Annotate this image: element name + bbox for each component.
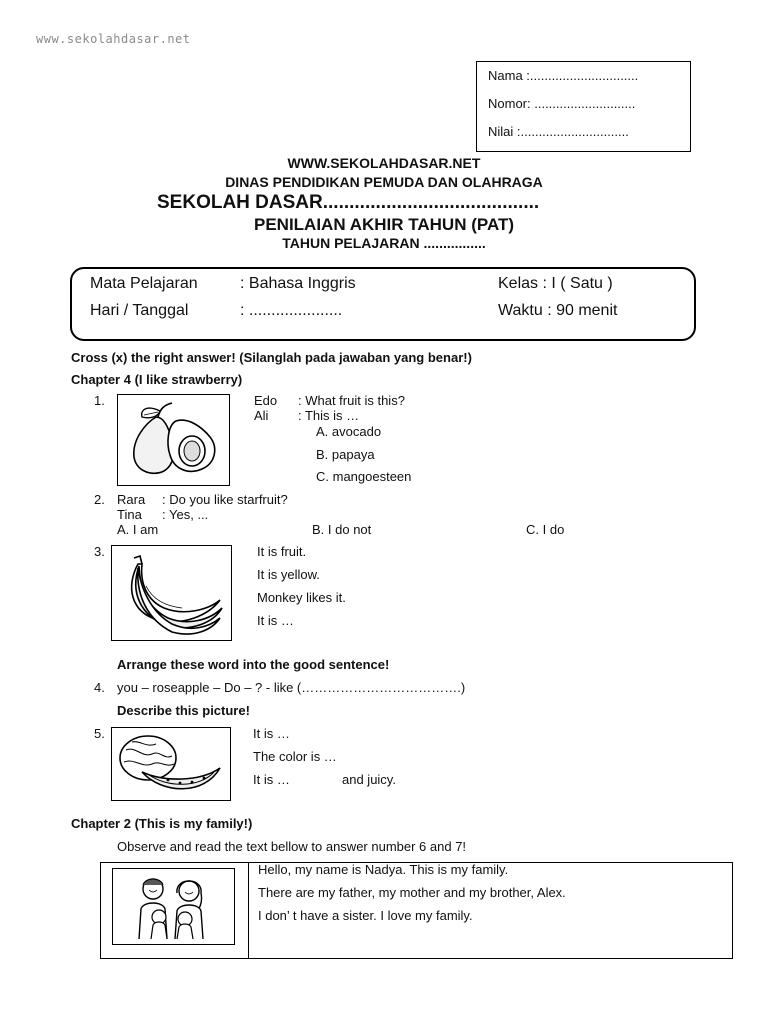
- q2-number: 2.: [94, 492, 105, 507]
- header-dinas: DINAS PENDIDIKAN PEMUDA DAN OLAHRAGA: [225, 174, 543, 190]
- arrange-title: Arrange these word into the good sentence!: [117, 657, 390, 672]
- exam-info-box: [70, 267, 696, 341]
- q5-line-3b: and juicy.: [342, 772, 396, 787]
- q2-line-2: : Yes, ...: [162, 507, 209, 522]
- watermelon-image: [111, 727, 231, 801]
- family-line-1: Hello, my name is Nadya. This is my family.: [258, 862, 509, 877]
- q1-number: 1.: [94, 393, 105, 408]
- chapter-2-title: Chapter 2 (This is my family!): [71, 816, 253, 831]
- q4-number: 4.: [94, 680, 105, 695]
- q1-option-b[interactable]: B. papaya: [316, 447, 375, 462]
- banana-image: [111, 545, 232, 641]
- q5-line-2: The color is …: [253, 749, 337, 764]
- q2-option-a[interactable]: A. I am: [117, 522, 159, 537]
- nomor-field: Nomor: ............................: [488, 96, 636, 111]
- q2-line-1: : Do you like starfruit?: [162, 492, 288, 507]
- nama-field: Nama :..............................: [488, 68, 639, 83]
- hari-value: : .....................: [240, 302, 343, 319]
- q2-option-c[interactable]: C. I do: [526, 522, 565, 537]
- q5-line-3a: It is …: [253, 772, 290, 787]
- family-box-divider: [248, 863, 249, 958]
- q3-number: 3.: [94, 544, 105, 559]
- kelas-info: Kelas : I ( Satu ): [498, 275, 613, 292]
- q5-line-1: It is …: [253, 726, 290, 741]
- watermelon-icon: [112, 728, 230, 800]
- q4-text[interactable]: you – roseapple – Do – ? - like (……………………………….): [117, 680, 466, 695]
- q1-line-2: : This is …: [298, 408, 360, 423]
- avocado-icon: [118, 395, 229, 485]
- observe-instruction: Observe and read the text bellow to answer number 6 and 7!: [117, 839, 467, 854]
- q3-line-4: It is …: [257, 613, 294, 628]
- mapel-label: Mata Pelajaran: [90, 275, 198, 292]
- family-image: [112, 868, 235, 945]
- nilai-field: Nilai :..............................: [488, 124, 629, 139]
- q5-number: 5.: [94, 726, 105, 741]
- avocado-image: [117, 394, 230, 486]
- q3-line-1: It is fruit.: [257, 544, 307, 559]
- chapter-4-title: Chapter 4 (I like strawberry): [71, 372, 243, 387]
- header-sekolah: SEKOLAH DASAR.........................................: [157, 192, 540, 213]
- describe-title: Describe this picture!: [117, 703, 250, 718]
- banana-icon: [112, 546, 231, 640]
- q3-line-2: It is yellow.: [257, 567, 320, 582]
- student-id-box: [476, 61, 691, 152]
- header-penilaian: PENILAIAN AKHIR TAHUN (PAT): [253, 215, 514, 234]
- family-icon: [113, 869, 234, 944]
- q1-speaker-1: Edo: [254, 393, 278, 408]
- instruction: Cross (x) the right answer! (Silanglah pada jawaban yang benar!): [71, 350, 472, 365]
- q1-option-a[interactable]: A. avocado: [316, 424, 382, 439]
- header-tahun: TAHUN PELAJARAN ................: [282, 235, 486, 251]
- q1-speaker-2: Ali: [254, 408, 269, 423]
- family-line-2: There are my father, my mother and my brother, Alex.: [258, 885, 566, 900]
- q2-option-b[interactable]: B. I do not: [312, 522, 372, 537]
- q1-line-1: : What fruit is this?: [298, 393, 405, 408]
- header-site: WWW.SEKOLAHDASAR.NET: [287, 155, 481, 171]
- q2-speaker-2: Tina: [117, 507, 142, 522]
- q3-line-3: Monkey likes it.: [257, 590, 346, 605]
- family-line-3: I don’ t have a sister. I love my family.: [258, 908, 473, 923]
- waktu-info: Waktu : 90 menit: [498, 302, 618, 319]
- q2-speaker-1: Rara: [117, 492, 146, 507]
- mapel-value: : Bahasa Inggris: [240, 275, 356, 292]
- hari-label: Hari / Tanggal: [90, 302, 189, 319]
- q1-option-c[interactable]: C. mangoesteen: [316, 469, 412, 484]
- watermark: www.sekolahdasar.net: [36, 32, 191, 46]
